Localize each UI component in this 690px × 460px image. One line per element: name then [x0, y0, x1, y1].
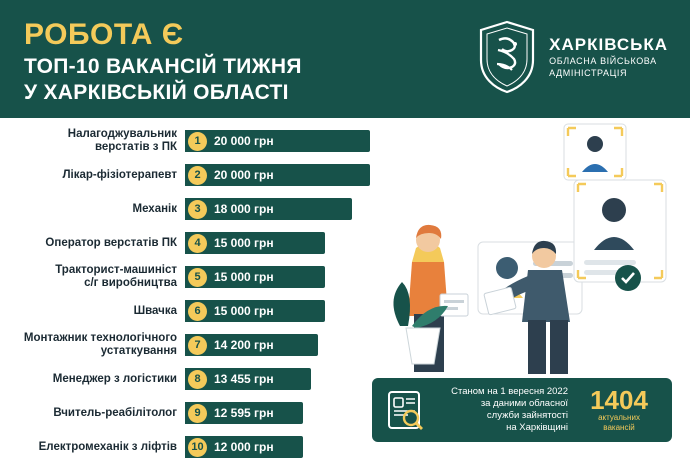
bar-wrapper [185, 164, 370, 186]
rank-badge: 6 [188, 302, 207, 321]
vacancy-count: 1404 [590, 385, 648, 415]
status-note-line-2: за даними обласної [480, 398, 568, 409]
logo-name: ХАРКІВСЬКА [549, 35, 668, 54]
bar [185, 368, 311, 390]
bar [185, 266, 325, 288]
portrait-frames-icon [564, 124, 626, 180]
salary-value: 12 595 грн [214, 406, 274, 420]
status-card [372, 378, 672, 442]
vacancy-count-block [576, 387, 662, 433]
profile-card-icon [574, 180, 666, 282]
vacancy-label: Оператор верстатів ПК [45, 236, 177, 249]
vacancy-label: Лікар-фізіотерапевт [62, 168, 177, 181]
bar [185, 164, 370, 186]
title-line-1: РОБОТА Є [24, 18, 184, 51]
bar [185, 130, 370, 152]
bar-wrapper [185, 130, 370, 152]
page-title [24, 18, 454, 106]
bar-wrapper [185, 198, 352, 220]
vacancy-label: Вчитель-реабілітолог [53, 406, 177, 419]
rank-badge: 4 [188, 234, 207, 253]
logo-sub-1: ОБЛАСНА ВІЙСЬКОВА [549, 56, 657, 66]
bar-wrapper [185, 232, 325, 254]
header-banner [0, 0, 690, 118]
chart-row [0, 366, 380, 392]
status-note-line-3: служби зайнятості [486, 410, 568, 421]
title-line-3: У ХАРКІВСЬКІЙ ОБЛАСТІ [24, 81, 289, 104]
bar [185, 436, 303, 458]
logo-text [549, 35, 668, 79]
job-search-people-illustration [378, 118, 690, 378]
vacancy-label: Монтажник технологічного устаткування [23, 332, 177, 357]
logo [477, 20, 668, 94]
salary-value: 20 000 грн [214, 134, 274, 148]
salary-value: 12 000 грн [214, 440, 274, 454]
chart-row [0, 400, 380, 426]
chart-row [0, 332, 380, 358]
bar [185, 300, 325, 322]
bar-wrapper [185, 436, 303, 458]
salary-value: 14 200 грн [214, 338, 274, 352]
bar [185, 334, 318, 356]
vacancy-label: Швачка [133, 304, 177, 317]
salary-value: 20 000 грн [214, 168, 274, 182]
check-badge-icon [615, 265, 641, 291]
salary-value: 15 000 грн [214, 304, 274, 318]
vacancy-label: Менеджер з логістики [52, 372, 177, 385]
chart-row [0, 128, 380, 154]
rank-badge: 3 [188, 200, 207, 219]
bar [185, 198, 352, 220]
vacancy-count-sub-1: актуальних [598, 413, 640, 422]
bar-wrapper [185, 266, 325, 288]
chart-row [0, 196, 380, 222]
vacancy-label: Тракторист-машиніст с/г виробництва [55, 264, 177, 289]
rank-badge: 8 [188, 370, 207, 389]
status-note-line-1: Станом на 1 вересня 2022 [451, 386, 568, 397]
vacancy-label: Механік [132, 202, 177, 215]
title-line-2: ТОП-10 ВАКАНСІЙ ТИЖНЯ [24, 55, 302, 78]
chart-row [0, 230, 380, 256]
document-search-icon [382, 387, 428, 433]
rank-badge: 7 [188, 336, 207, 355]
kharkiv-coat-of-arms-icon [477, 20, 537, 94]
salary-value: 18 000 грн [214, 202, 274, 216]
bar [185, 402, 303, 424]
logo-sub-2: АДМІНІСТРАЦІЯ [549, 68, 628, 78]
top-vacancies-bar-chart [0, 120, 380, 460]
chart-row [0, 264, 380, 290]
salary-value: 15 000 грн [214, 236, 274, 250]
rank-badge: 9 [188, 404, 207, 423]
rank-badge: 2 [188, 166, 207, 185]
chart-row [0, 298, 380, 324]
bar [185, 232, 325, 254]
chart-row [0, 162, 380, 188]
rank-badge: 10 [188, 438, 207, 457]
bar-wrapper [185, 300, 325, 322]
chart-row [0, 434, 380, 460]
bar-wrapper [185, 334, 318, 356]
status-note-line-4: на Харківщині [506, 422, 568, 433]
status-note [428, 386, 576, 434]
rank-badge: 5 [188, 268, 207, 287]
vacancy-count-sub-2: вакансій [603, 423, 635, 432]
bar-wrapper [185, 368, 311, 390]
salary-value: 13 455 грн [214, 372, 274, 386]
vacancy-label: Електромеханік з ліфтів [38, 440, 177, 453]
rank-badge: 1 [188, 132, 207, 151]
bar-wrapper [185, 402, 303, 424]
salary-value: 15 000 грн [214, 270, 274, 284]
vacancy-label: Налагоджувальник верстатів з ПК [67, 128, 177, 153]
